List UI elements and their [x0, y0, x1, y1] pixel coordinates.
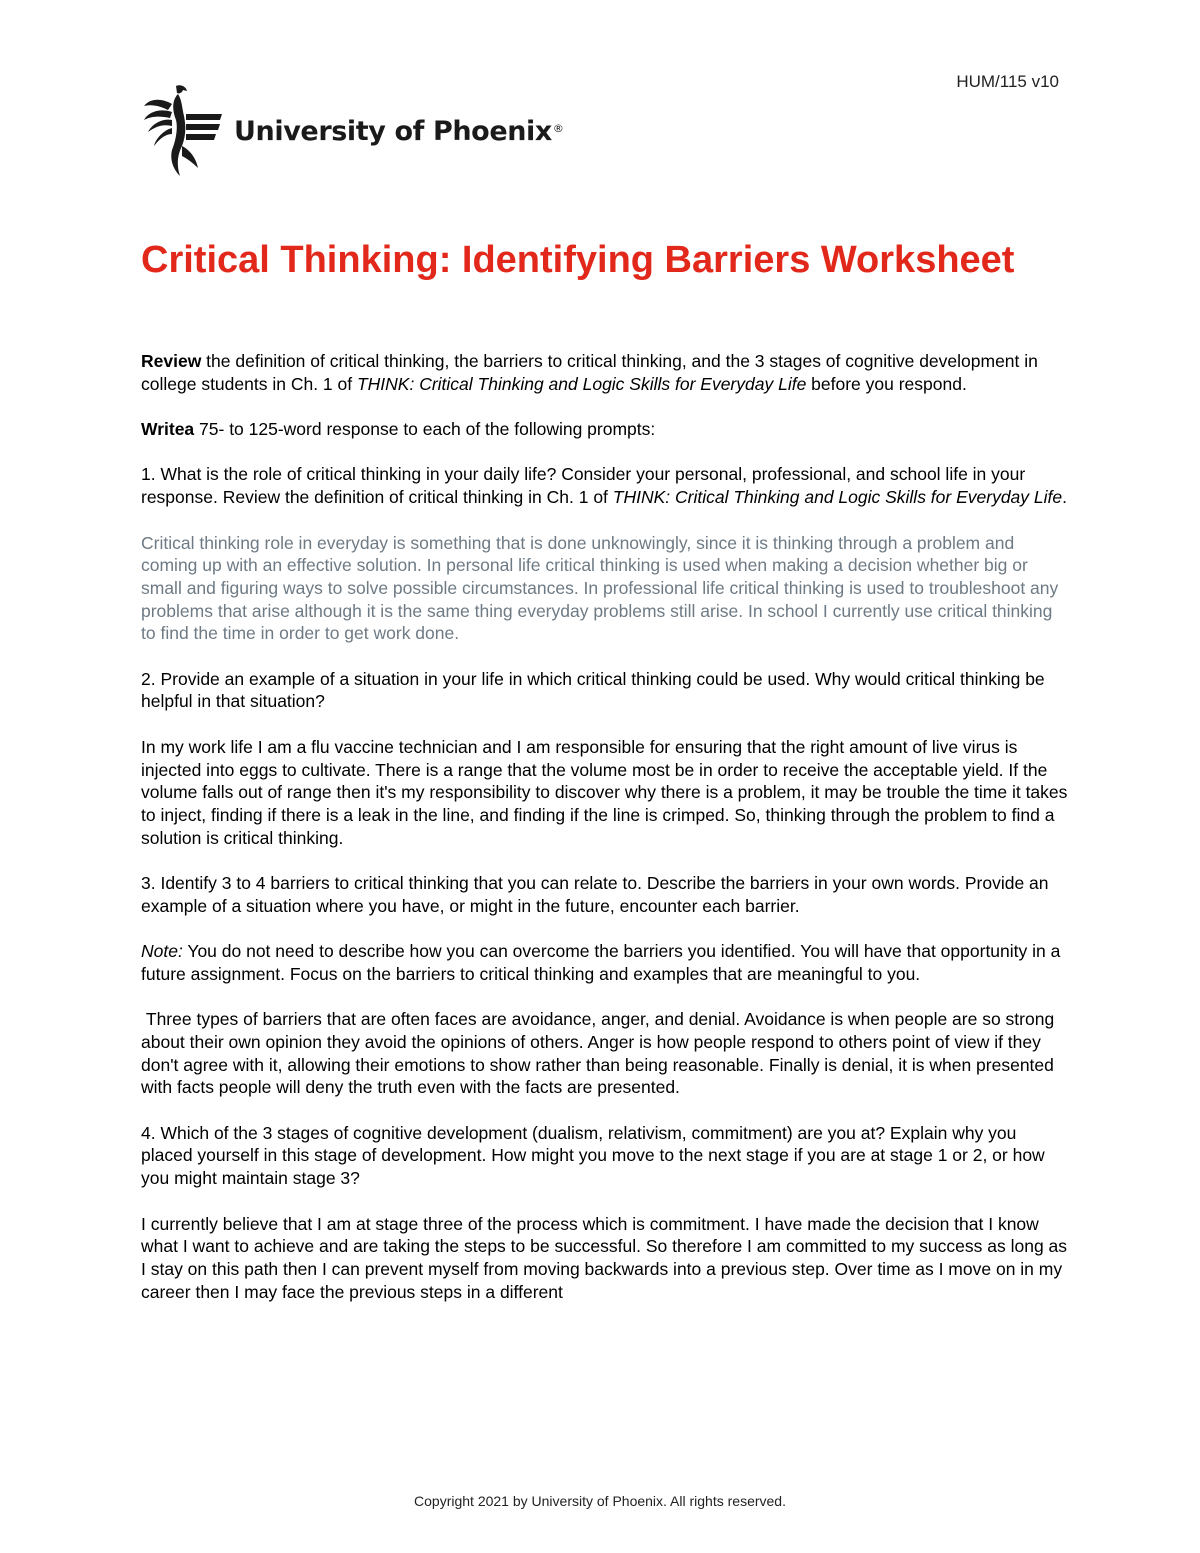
course-code: HUM/115 v10	[956, 72, 1059, 91]
question-2: 2. Provide an example of a situation in your life in which critical thinking could be used. Why would critical thinking be helpful in that situation?	[141, 668, 1045, 712]
logo-wordmark: University of Phoenix®	[234, 115, 564, 147]
question-4: 4. Which of the 3 stages of cognitive development (dualism, relativism, commitment) are you at? Explain why you placed yourself in this stage of development. How might you move to the next stage if you are at stage 1 or 2, or how you might maintain stage 3?	[141, 1122, 1045, 1189]
answer-2: In my work life I am a flu vaccine technician and I am responsible for ensuring that the right amount of live virus is injected into eggs to cultivate. There is a range that the volume most be in order to receive the acceptable yield. If the volume falls out of range then it's my responsibility to discover why there is a problem, it may be trouble the time it takes to inject, finding if there is a leak in the line, and finding if the line is crimped. So, thinking through the problem to find a solution is critical thinking.	[141, 736, 1068, 848]
answer-4: I currently believe that I am at stage three of the process which is commitment. I have made the decision that I know what I want to achieve and are taking the steps to be successful. So therefore I am committed to my success as long as I stay on this path then I can prevent myself from moving backwards into a previous step. Over time as I move on in my career then I may face the previous steps in a different	[141, 1213, 1068, 1302]
instructions-paragraph: Writea 75- to 125-word response to each of the following prompts:	[141, 419, 656, 440]
intro-paragraph: Review the definition of critical thinking, the barriers to critical thinking, and the 3 stages of cognitive development in college students in Ch. 1 of THINK: Critical Thinking and Logic Skills for Everyday Life before you respond.	[141, 351, 1038, 394]
answer-3: Three types of barriers that are often faces are avoidance, anger, and denial. Avoidance is when people are so strong about their own opinion they avoid the opinions of others. Anger is how people respond to others point of view if they don't agree with it, allowing their emotions to show rather than being reasonable. Finally is denial, it is when presented with facts people will deny the truth even with the facts are presented.	[141, 1009, 1060, 1098]
university-logo	[142, 84, 564, 178]
note-paragraph: Note: You do not need to describe how you can overcome the barriers you identified. You will have that opportunity in a future assignment. Focus on the barriers to critical thinking and examples that are meaningful to you.	[141, 941, 1061, 984]
question-1: 1. What is the role of critical thinking in your daily life? Consider your personal, professional, and school life in your response. Review the definition of critical thinking in Ch. 1 of THINK: Critical Thinking and Logic Skills for Everyday Life.	[141, 464, 1067, 508]
answer-1: Critical thinking role in everyday is something that is done unknowingly, since it is thinking through a problem and coming up with an effective solution. In personal life critical thinking is used when making a decision whether big or small and figuring ways to solve possible circumstances. In professional life critical thinking is used to troubleshoot any problems that arise although it is the same thing everyday problems still arise. In school I currently use critical thinking to find the time in order to get work done.	[141, 532, 1059, 644]
page-title: Critical Thinking: Identifying Barriers Worksheet	[141, 239, 1015, 281]
question-3: 3. Identify 3 to 4 barriers to critical thinking that you can relate to. Describe the barriers in your own words. Provide an example of a situation where you have, or might in the future, encounter each barrier.	[141, 873, 1049, 916]
phoenix-bird-icon	[142, 84, 224, 178]
worksheet-body	[141, 350, 1071, 1326]
copyright-footer: Copyright 2021 by University of Phoenix. All rights reserved.	[414, 1493, 786, 1509]
